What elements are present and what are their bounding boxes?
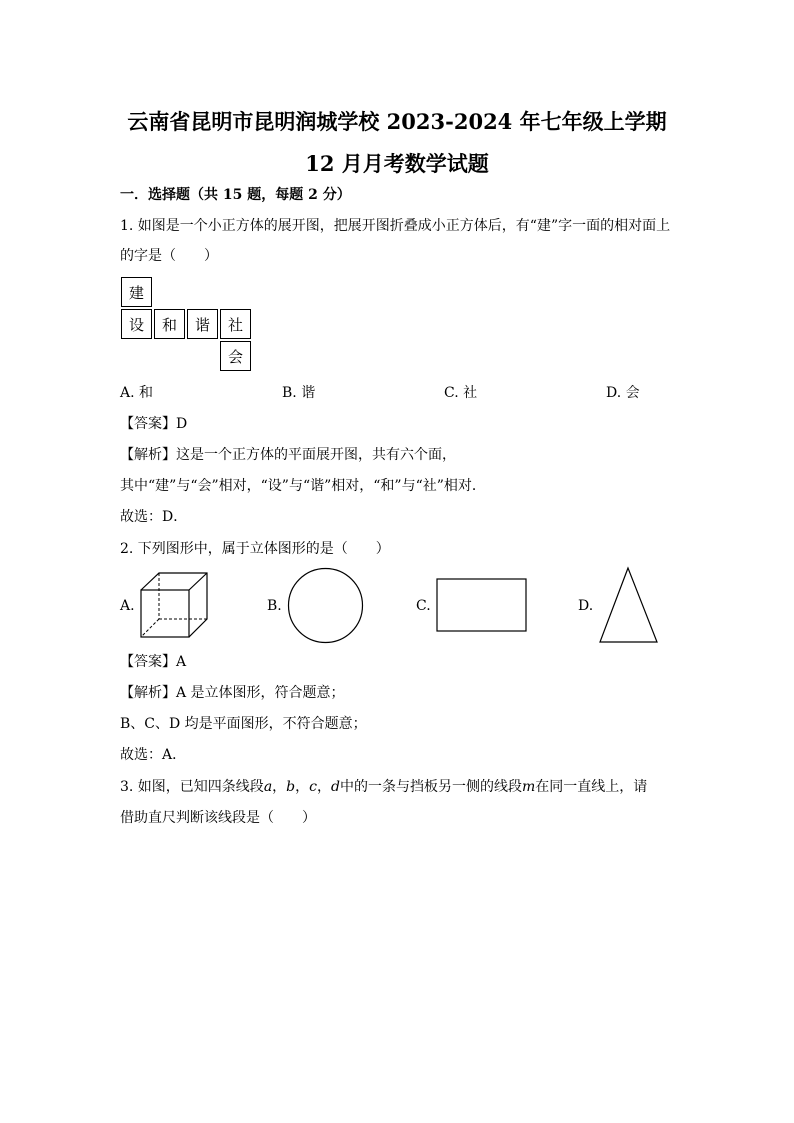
q3-stem-line1: [120, 777, 647, 797]
q1-analysis-line1: [120, 445, 456, 465]
q3-text-1: 3. 如图，已知四条线段: [120, 779, 264, 795]
q1-analysis-line2: 其中“建”与“会”相对，“设”与“谐”相对，“和”与“社”相对．: [120, 478, 486, 494]
q1-option-a: A. 和: [120, 385, 154, 401]
net-cell-row-4: 社: [220, 309, 251, 339]
q1-stem-line2: 的字是（ ）: [120, 248, 218, 264]
sep: ，: [295, 779, 310, 795]
q2-analysis-line1: [120, 683, 345, 703]
q3-stem-line2: 借助直尺判断该线段是（ ）: [120, 810, 316, 826]
rectangle-figure: [435, 577, 528, 633]
q2-option-c-label: C.: [416, 598, 431, 614]
page-title: 云南省昆明市昆明润城学校 2023-2024 年七年级上学期: [127, 109, 667, 134]
page-subtitle: 12 月月考数学试题: [305, 151, 489, 176]
net-cell-row-3: 谐: [187, 309, 218, 339]
net-cell-top: 建: [121, 277, 152, 307]
net-cell-row-2: 和: [154, 309, 185, 339]
analysis-label: 【解析】: [120, 447, 176, 463]
q2-option-b-label: B.: [267, 598, 282, 614]
var-a: a: [263, 779, 273, 795]
net-cell-bottom: 会: [220, 341, 251, 371]
section-heading: 一．选择题（共 15 题，每题 2 分）: [120, 187, 351, 203]
analysis-text: A 是立体图形，符合题意；: [176, 685, 345, 701]
var-d: d: [330, 779, 340, 795]
q1-option-b: B. 谐: [282, 385, 316, 401]
sep: ，: [272, 779, 287, 795]
q1-option-c: C. 社: [444, 385, 478, 401]
q2-option-d-label: D.: [578, 598, 594, 614]
q2-answer: 【答案】A: [120, 654, 187, 670]
q1-analysis-line3: 故选：D．: [120, 509, 188, 525]
q1-stem-line1: 1. 如图是一个小正方体的展开图，把展开图折叠成小正方体后，有“建”字一面的相对面上: [120, 218, 671, 234]
q2-option-a-label: A.: [120, 598, 135, 614]
q2-stem: 2. 下列图形中，属于立体图形的是（ ）: [120, 541, 390, 557]
q2-analysis-line2: B、C、D 均是平面图形，不符合题意；: [120, 716, 367, 732]
q3-text-2: 中的一条与挡板另一侧的线段: [339, 779, 522, 795]
analysis-text: 这是一个正方体的平面展开图，共有六个面，: [176, 447, 456, 463]
circle-figure: [286, 567, 366, 645]
q1-option-d: D. 会: [606, 385, 640, 401]
q3-text-3: 在同一直线上，请: [535, 779, 648, 795]
net-cell-row-1: 设: [121, 309, 152, 339]
triangle-figure: [598, 566, 659, 644]
cube-figure: [138, 570, 212, 640]
analysis-label: 【解析】: [120, 685, 176, 701]
q2-analysis-line3: 故选：A．: [120, 747, 187, 763]
var-m: m: [521, 779, 536, 795]
var-b: b: [286, 779, 296, 795]
q1-answer: 【答案】D: [120, 416, 188, 432]
sep: ，: [316, 779, 331, 795]
var-c: c: [309, 779, 317, 795]
